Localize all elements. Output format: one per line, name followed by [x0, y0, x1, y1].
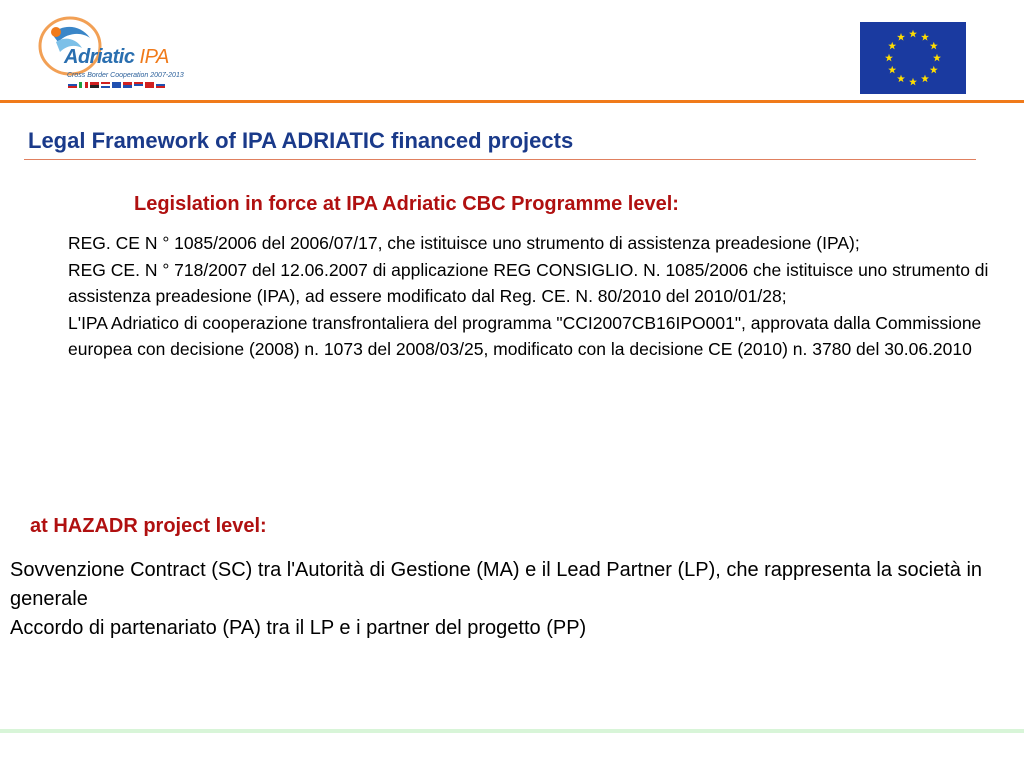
eu-star-icon [930, 42, 938, 50]
footer-divider [0, 729, 1024, 733]
programme-level-heading: Legislation in force at IPA Adriatic CBC Programme level: [134, 193, 679, 215]
logo-wordmark: Adriatic IPA [64, 46, 169, 68]
project-level-heading: at HAZADR project level: [30, 515, 267, 537]
title-divider [24, 159, 976, 160]
eu-star-icon [888, 66, 896, 74]
legislation-item: REG CE. N ° 718/2007 del 12.06.2007 di applicazione REG CONSIGLIO. N. 1085/2006 che istituisce uno strumento di assistenza preadesione (IPA), ad essere modificato dal Reg. CE. N. 80/2010 del 2010/01/28; [68, 259, 989, 306]
agreement-item: Accordo di partenariato (PA) tra il LP e i partner del progetto (PP) [10, 617, 587, 639]
eu-star-icon [921, 33, 929, 41]
eu-star-icon [930, 66, 938, 74]
eu-star-icon [897, 75, 905, 83]
eu-star-icon [933, 54, 941, 62]
eu-star-icon [909, 78, 917, 86]
legislation-item: L'IPA Adriatico di cooperazione transfrontaliera del programma "CCI2007CB16IPO001", approvata dalla Commissione europea con decisione (2008) n. 1073 del 2008/03/25, modificato con la decisione CE (2010) n. 3780 del 30.06.2010 [68, 312, 982, 359]
eu-stars-icon [860, 22, 966, 94]
project-agreements-list [10, 556, 1010, 643]
eu-star-icon [885, 54, 893, 62]
eu-star-icon [909, 30, 917, 38]
eu-star-icon [897, 33, 905, 41]
eu-flag [860, 22, 966, 94]
partner-flags [68, 82, 165, 88]
legislation-item: REG. CE N ° 1085/2006 del 2006/07/17, che istituisce uno strumento di assistenza preadesione (IPA); [68, 233, 860, 253]
adriatic-ipa-logo [34, 12, 184, 92]
eu-star-icon [888, 42, 896, 50]
logo-subtitle: Cross Border Cooperation 2007-2013 [67, 72, 184, 79]
programme-legislation-list [68, 230, 1008, 363]
page-title: Legal Framework of IPA ADRIATIC financed projects [28, 128, 574, 153]
agreement-item: Sovvenzione Contract (SC) tra l'Autorità di Gestione (MA) e il Lead Partner (LP), che rappresenta la società in generale [10, 559, 983, 610]
header-divider [0, 100, 1024, 103]
eu-star-icon [921, 75, 929, 83]
